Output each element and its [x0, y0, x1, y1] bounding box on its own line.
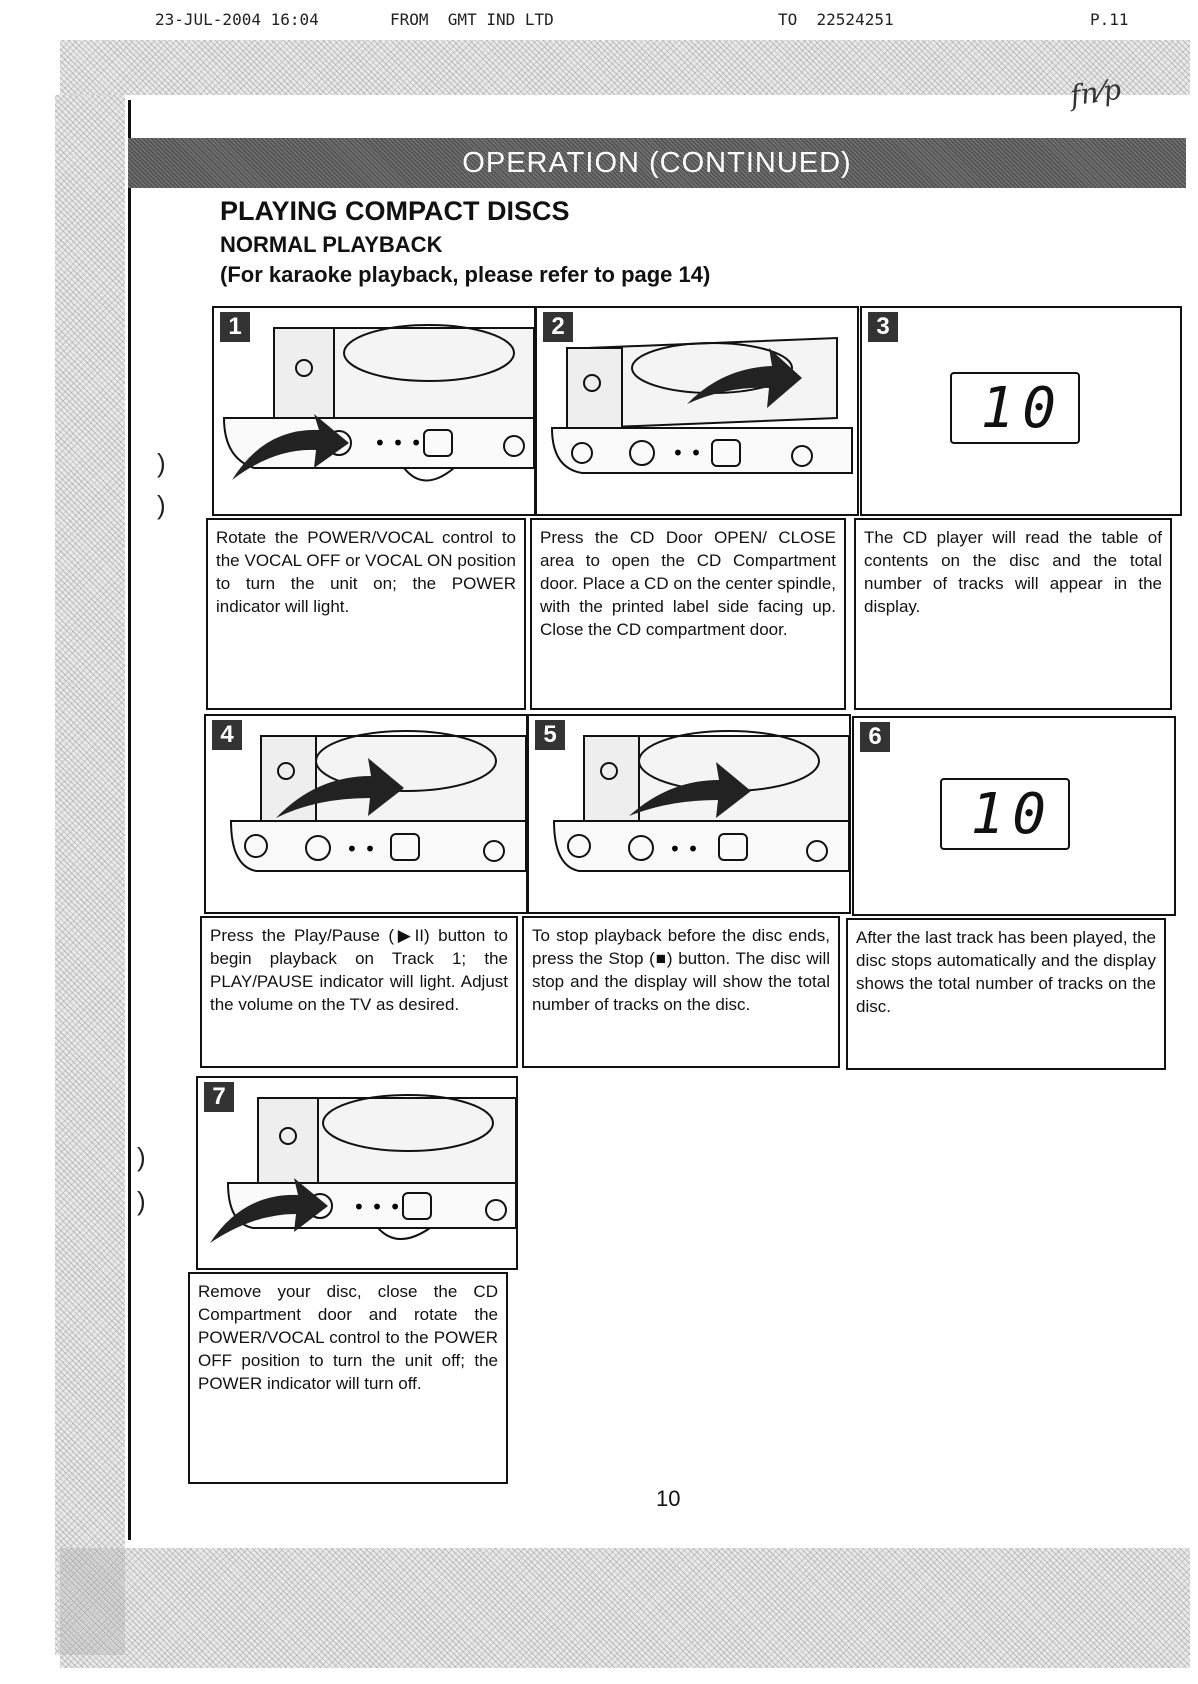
fax-from: FROM GMT IND LTD — [390, 10, 554, 29]
step-1-badge: 1 — [220, 312, 250, 342]
step-2-badge: 2 — [543, 312, 573, 342]
cd-player-power-knob-icon — [198, 1078, 516, 1268]
step-7-text: Remove your disc, close the CD Compartment door and rotate the POWER/VOCAL control to the POWER OFF position to turn the unit off; the POWER indicator will turn off. — [188, 1272, 508, 1484]
step-6-text: After the last track has been played, the disc stops automatically and the display shows the total number of tracks on the disc. — [846, 918, 1166, 1070]
step-7-illustration — [196, 1076, 518, 1270]
step-4-badge: 4 — [212, 720, 242, 750]
display-readout: 10 — [950, 372, 1080, 444]
scan-noise-bottom — [60, 1548, 1190, 1668]
fax-header — [0, 10, 1198, 34]
step-6-illustration — [852, 716, 1176, 916]
cd-player-play-button-icon — [206, 716, 526, 912]
scan-noise-left — [55, 95, 125, 1655]
handwritten-initials: fn⁄p — [1067, 72, 1124, 113]
step-1-illustration — [212, 306, 536, 516]
svg-text:• • •: • • • — [353, 1195, 402, 1219]
svg-text:• •: • • — [669, 837, 699, 861]
step-7-badge: 7 — [204, 1082, 234, 1112]
step-5-illustration — [527, 714, 851, 914]
margin-mark: ) — [137, 1142, 146, 1172]
page-title: PLAYING COMPACT DISCS — [220, 196, 570, 226]
step-5-text: To stop playback before the disc ends, press the Stop (■) button. The disc will stop and the display will show the total number of tracks on the disc. — [522, 916, 840, 1068]
display-readout: 10 — [940, 778, 1070, 850]
section-subtitle: NORMAL PLAYBACK — [220, 232, 443, 257]
step-2-text: Press the CD Door OPEN/ CLOSE area to open the CD Compartment door. Place a CD on the center spindle, with the printed label side facing up. Close the CD compartment door. — [530, 518, 846, 710]
section-banner — [128, 138, 1186, 188]
svg-text:• •: • • — [672, 441, 702, 465]
fax-datetime: 23-JUL-2004 16:04 — [155, 10, 319, 29]
margin-mark: ) — [157, 490, 166, 520]
cd-player-stop-button-icon — [529, 716, 849, 912]
step-3-badge: 3 — [868, 312, 898, 342]
svg-text:• •: • • — [346, 837, 376, 861]
scan-noise-top — [60, 40, 1190, 95]
step-5-badge: 5 — [535, 720, 565, 750]
page-number: 10 — [656, 1486, 681, 1511]
fax-to: TO 22524251 — [778, 10, 894, 29]
cd-player-open-door-icon — [537, 308, 857, 514]
step-2-illustration — [535, 306, 859, 516]
step-1-text: Rotate the POWER/VOCAL control to the VOCAL OFF or VOCAL ON position to turn the unit on; the POWER indicator will light. — [206, 518, 526, 710]
step-4-text: Press the Play/Pause (▶II) button to begin playback on Track 1; the PLAY/PAUSE indicator will light. Adjust the volume on the TV as desired. — [200, 916, 518, 1068]
step-3-text: The CD player will read the table of contents on the disc and the total number of tracks will appear in the display. — [854, 518, 1172, 710]
margin-mark: ) — [137, 1186, 146, 1216]
karaoke-note: (For karaoke playback, please refer to page 14) — [220, 262, 711, 287]
cd-player-power-knob-icon — [214, 308, 534, 514]
step-6-badge: 6 — [860, 722, 890, 752]
banner-title: OPERATION (CONTINUED) — [462, 146, 852, 179]
step-4-illustration — [204, 714, 528, 914]
page-edge — [128, 100, 131, 1540]
step-3-illustration — [860, 306, 1182, 516]
svg-text:• • •: • • • — [374, 431, 423, 455]
fax-page: P.11 — [1090, 10, 1129, 29]
margin-mark: ) — [157, 448, 166, 478]
